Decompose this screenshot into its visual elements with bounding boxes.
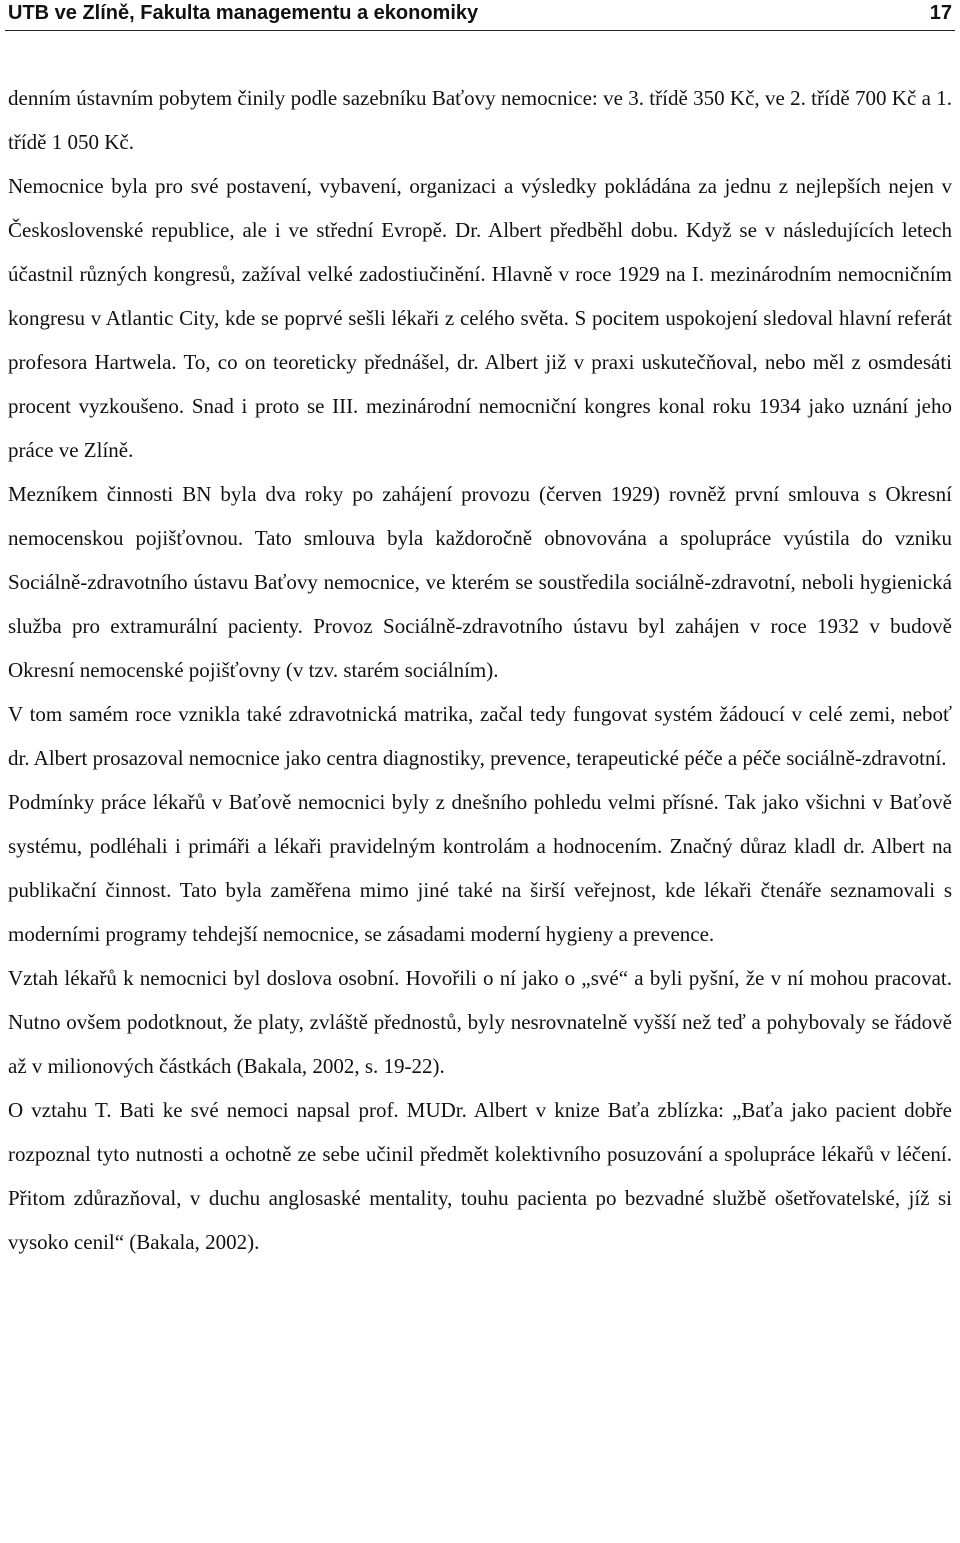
page-number: 17 xyxy=(929,2,952,24)
header-title: UTB ve Zlíně, Fakulta managementu a ekonomiky xyxy=(8,2,479,24)
paragraph: Podmínky práce lékařů v Baťově nemocnici byly z dnešního pohledu velmi přísné. Tak jako všichni v Baťově systému, podléhali i primáři a lékaři pravidelným kontrolám a hodnocením. Značný důraz kladl dr. Albert na publikační činnost. Tato byla zaměřena mimo jiné také na širší veřejnost, kde lékaři čtenáře seznamovali s moderními programy tehdejší nemocnice, se zásadami moderní hygieny a prevence. xyxy=(8,790,952,946)
header-divider xyxy=(5,30,955,31)
paragraph: V tom samém roce vznikla také zdravotnická matrika, začal tedy fungovat systém žádoucí v celé zemi, neboť dr. Albert prosazoval nemocnice jako centra diagnostiky, prevence, terapeutické péče a péče sociálně-zdravotní. xyxy=(8,702,952,770)
body-text xyxy=(8,76,952,1264)
page-header xyxy=(8,0,952,28)
paragraph: denním ústavním pobytem činily podle sazebníku Baťovy nemocnice: ve 3. třídě 350 Kč, ve 2. třídě 700 Kč a 1. třídě 1 050 Kč. xyxy=(8,86,952,154)
paragraph: O vztahu T. Bati ke své nemoci napsal prof. MUDr. Albert v knize Baťa zblízka: „Baťa jako pacient dobře rozpoznal tyto nutnosti a ochotně ze sebe učinil předmět kolektivního posuzování a spolupráce lékařů v léčení. Přitom zdůrazňoval, v duchu anglosaské mentality, touhu pacienta po bezvadné službě ošetřovatelské, jíž si vysoko cenil“ (Bakala, 2002). xyxy=(8,1098,952,1254)
paragraph: Nemocnice byla pro své postavení, vybavení, organizaci a výsledky pokládána za jednu z nejlepších nejen v Československé republice, ale i ve střední Evropě. Dr. Albert předběhl dobu. Když se v následujících letech účastnil různých kongresů, zažíval velké zadostiučinění. Hlavně v roce 1929 na I. mezinárodním nemocničním kongresu v Atlantic City, kde se poprvé sešli lékaři z celého světa. S pocitem uspokojení sledoval hlavní referát profesora Hartwela. To, co on teoreticky přednášel, dr. Albert již v praxi uskutečňoval, nebo měl z osmdesáti procent vyzkoušeno. Snad i proto se III. mezinárodní nemocniční kongres konal roku 1934 jako uznání jeho práce ve Zlíně. xyxy=(8,174,952,462)
paragraph: Vztah lékařů k nemocnici byl doslova osobní. Hovořili o ní jako o „své“ a byli pyšní, že v ní mohou pracovat. Nutno ovšem podotknout, že platy, zvláště přednostů, byly nesrovnatelně vyšší než teď a pohybovaly se řádově až v milionových částkách (Bakala, 2002, s. 19-22). xyxy=(8,966,952,1078)
paragraph: Mezníkem činnosti BN byla dva roky po zahájení provozu (červen 1929) rovněž první smlouva s Okresní nemocenskou pojišťovnou. Tato smlouva byla každoročně obnovována a spolupráce vyústila do vzniku Sociálně-zdravotního ústavu Baťovy nemocnice, ve kterém se soustředila sociálně-zdravotní, neboli hygienická služba pro extramurální pacienty. Provoz Sociálně-zdravotního ústavu byl zahájen v roce 1932 v budově Okresní nemocenské pojišťovny (v tzv. starém sociálním). xyxy=(8,482,952,682)
